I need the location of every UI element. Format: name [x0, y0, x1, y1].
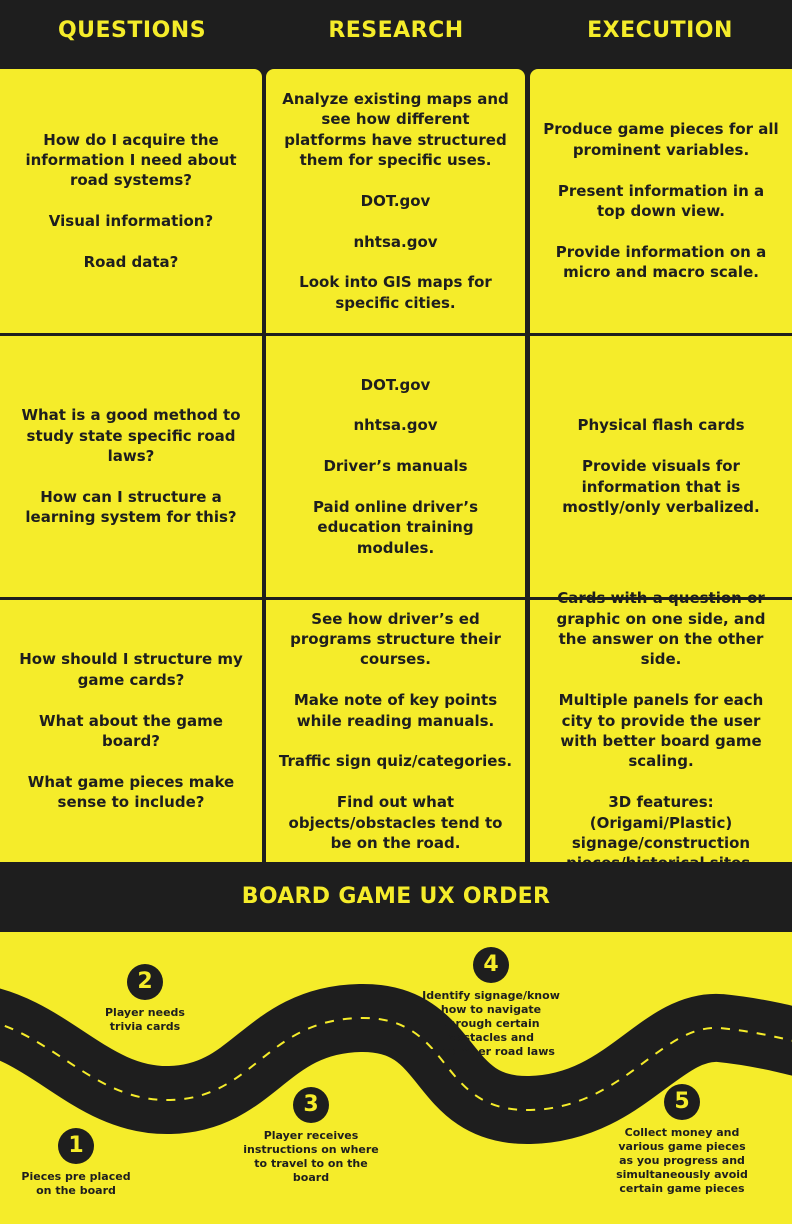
cell-research-3 [266, 600, 525, 862]
cell-line: Produce game pieces for all prominent variables. [543, 120, 779, 159]
cell-line: Visual information? [48, 212, 214, 231]
step-1-label: Pieces pre placed on the board [21, 1170, 131, 1197]
cell-execution-3 [530, 589, 792, 862]
cell-line: Provide information on a micro and macro scale. [555, 242, 767, 282]
step-4 [401, 947, 581, 1059]
cell-line: Road data? [83, 253, 179, 271]
cell-research-1 [266, 69, 525, 333]
cell-line: Physical flash cards [577, 416, 745, 435]
cell-line: What is a good method to study state specific road laws? [21, 406, 241, 466]
step-3-label: Player receives instructions on where to travel to on the board [243, 1129, 379, 1184]
cell-line: 3D features: (Origami/Plastic) signage/construction [571, 793, 751, 853]
step-1-number-badge: 1 [58, 1128, 94, 1164]
cell-line: Cards with a question or graphic on one side, and the answer on the other side. [556, 589, 766, 669]
cell-line: Look into GIS maps for specific cities. [299, 273, 492, 312]
step-4-number-badge: 4 [473, 947, 509, 983]
cell-text [278, 89, 513, 313]
cell-research-2 [266, 336, 525, 597]
cell-execution-2 [530, 336, 792, 597]
cell-text [542, 588, 780, 874]
column-header-bar [0, 0, 792, 69]
step-3 [221, 1087, 401, 1185]
header-research: RESEARCH [328, 18, 464, 43]
cell-line: DOT.gov [360, 375, 431, 394]
cell-line: How do I acquire the information I need about road systems? [25, 130, 237, 190]
step-2 [55, 964, 235, 1034]
step-5 [592, 1084, 772, 1196]
cell-line: See how driver’s ed programs structure their courses. [290, 609, 501, 669]
cell-line: nhtsa.gov [353, 416, 438, 435]
cell-text [12, 130, 250, 273]
cell-line: Provide visuals for information that is mostly/only verbalized. [562, 457, 760, 517]
step-1 [0, 1128, 166, 1198]
step-2-label: Player needs trivia cards [105, 1006, 185, 1033]
header-questions: QUESTIONS [57, 18, 207, 43]
cell-line: How can I structure a learning system for this? [25, 487, 237, 527]
board-game-flow [0, 932, 792, 1224]
cell-text [12, 649, 250, 812]
section-title-bar [0, 864, 792, 932]
cell-text [12, 405, 250, 527]
cell-line: Multiple panels for each city to provide the user with better board game scaling. [558, 691, 764, 771]
cell-line: Traffic sign quiz/categories. [278, 752, 513, 771]
header-execution: EXECUTION [587, 18, 733, 43]
cell-line: Driver’s manuals [323, 457, 468, 476]
cell-line: What game pieces make sense to include? [27, 772, 235, 812]
cell-text [278, 375, 513, 559]
cell-text [542, 119, 780, 282]
cell-line: nhtsa.gov [353, 232, 438, 251]
cell-questions-2 [0, 336, 262, 597]
cell-line: Paid online driver’s education training modules. [312, 498, 479, 557]
step-5-label: Collect money and various game pieces as you progress and simultaneously avoid certain game pieces [616, 1126, 748, 1195]
cell-text [542, 415, 780, 517]
cell-line: Find out what objects/obstacles tend to be on the road. [288, 793, 503, 852]
cell-line: Make note of key points while reading manuals. [293, 691, 498, 730]
cell-line: How should I structure my game cards? [19, 650, 243, 689]
cell-text [278, 609, 513, 854]
cell-line: What about the game board? [39, 711, 223, 750]
cell-line: Present information in a top down view. [557, 181, 765, 220]
cell-questions-1 [0, 69, 262, 333]
cell-execution-1 [530, 69, 792, 333]
step-4-label: Identify signage/know how to navigate through certain obstacles and remember road laws [422, 989, 560, 1058]
step-5-number-badge: 5 [664, 1084, 700, 1120]
section-title: BOARD GAME UX ORDER [241, 884, 551, 909]
step-2-number-badge: 2 [127, 964, 163, 1000]
cell-line: Analyze existing maps and see how different platforms have structured them for specific uses. [282, 89, 509, 169]
cell-questions-3 [0, 600, 262, 862]
step-3-number-badge: 3 [293, 1087, 329, 1123]
cell-line: DOT.gov [360, 191, 431, 210]
